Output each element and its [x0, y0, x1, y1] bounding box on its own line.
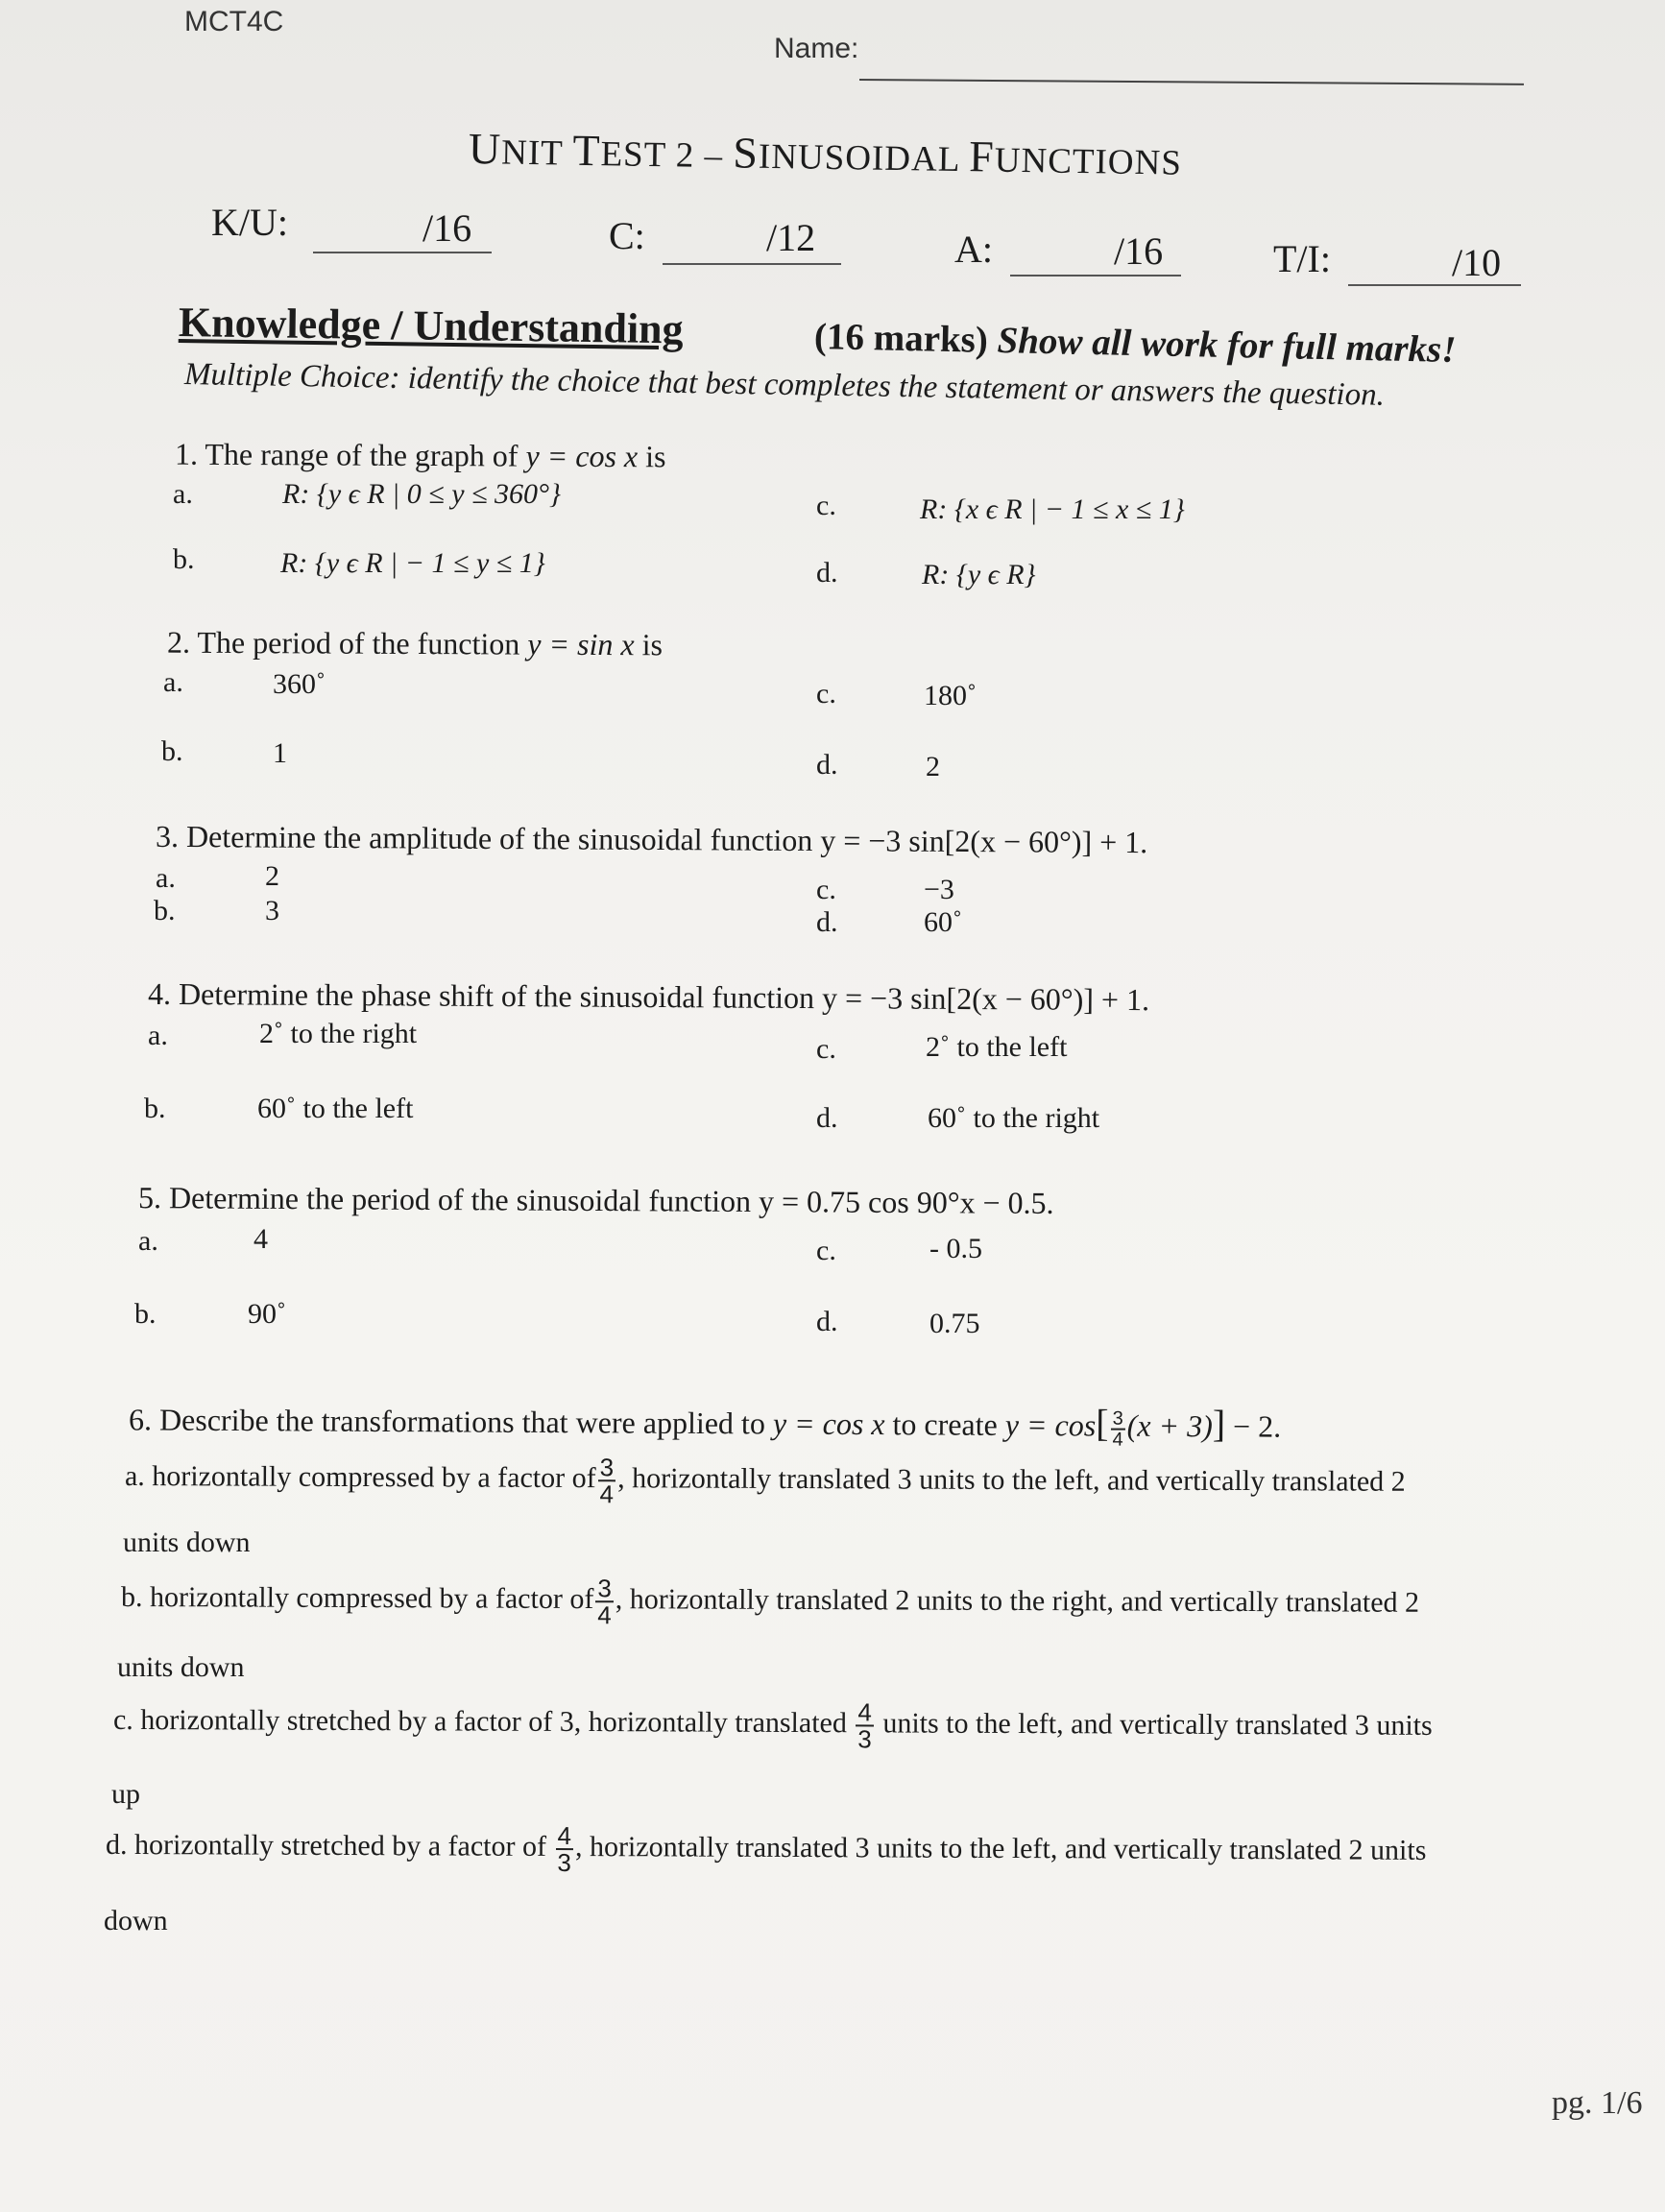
q1-option-a-text: R: {y ϵ R | 0 ≤ y ≤ 360°}: [282, 478, 562, 510]
q6-option-a: a. horizontally compressed by a factor of $\frac{3}{4}$ , horizontally translated 3 units to the left, and vertically translated 2: [124, 1453, 1406, 1509]
q1-option-a-letter: a.: [173, 478, 193, 510]
question-2-stem: 2. The period of the function y = sin x is: [166, 624, 664, 662]
score-ti-max: /10: [1452, 241, 1502, 284]
q5-option-c-letter: c.: [816, 1235, 836, 1266]
q1-option-c-letter: c.: [816, 490, 836, 521]
question-6-stem: 6. Describe the transformations that were applied to y = cos x to create y = cos[ $\frac{3}{4}$ (x + 3)] − 2.: [128, 1401, 1282, 1451]
q5-option-d-letter: d.: [816, 1306, 838, 1337]
q2-option-c-letter: c.: [816, 678, 836, 709]
q1-option-d-letter: d.: [816, 557, 838, 589]
q6-option-b-wrap: units down: [117, 1651, 245, 1683]
q6-option-c: c. horizontally stretched by a factor of 3, horizontally translated $\frac{4}{3}$ units to the left, and vertically translated 3 units: [112, 1697, 1433, 1754]
course-code: MCT4C: [184, 6, 284, 37]
q3-option-a-letter: a.: [156, 862, 176, 894]
q6-option-a-wrap: units down: [123, 1527, 251, 1558]
q2-option-d-letter: d.: [816, 749, 838, 781]
q3-option-c-text: −3: [924, 874, 954, 905]
question-1-stem: 1. The range of the graph of y = cos x is: [174, 436, 666, 474]
q1-option-d-text: R: {y ϵ R}: [922, 559, 1036, 590]
q5-option-a-text: 4: [253, 1223, 268, 1255]
score-a-line[interactable]: [1010, 275, 1181, 276]
score-c-max: /12: [766, 216, 816, 259]
score-c-line[interactable]: [663, 263, 841, 265]
q4-option-c-letter: c.: [816, 1033, 836, 1065]
q4-option-d-letter: d.: [816, 1102, 838, 1134]
score-ti-label: T/I:: [1273, 237, 1331, 280]
q6-option-d-wrap: down: [104, 1905, 168, 1936]
q5-option-b-text: 90˚: [248, 1298, 286, 1330]
question-3-stem: 3. Determine the amplitude of the sinusoidal function y = −3 sin[2(x − 60°)] + 1.: [155, 818, 1148, 860]
score-a-label: A:: [954, 228, 993, 271]
question-5-stem: 5. Determine the period of the sinusoidal function y = 0.75 cos 90°x − 0.5.: [137, 1180, 1054, 1220]
name-field-line[interactable]: [859, 79, 1524, 85]
q6-option-c-wrap: up: [111, 1778, 140, 1810]
page-number: pg. 1/6: [1552, 2085, 1643, 2121]
q3-option-a-text: 2: [265, 860, 279, 892]
question-4-stem: 4. Determine the phase shift of the sinusoidal function y = −3 sin[2(x − 60°)] + 1.: [147, 975, 1150, 1018]
q5-option-b-letter: b.: [134, 1298, 157, 1330]
q5-option-a-letter: a.: [138, 1225, 158, 1257]
q4-option-b-letter: b.: [144, 1093, 166, 1124]
page-title: UNIT TEST 2 – SINUSOIDAL FUNCTIONS: [468, 124, 1183, 183]
q5-option-d-text: 0.75: [929, 1308, 980, 1339]
q2-option-b-text: 1: [273, 737, 287, 769]
q4-option-a-text: 2˚ to the right: [259, 1018, 418, 1049]
score-a-max: /16: [1114, 229, 1164, 273]
score-ku-line[interactable]: [313, 252, 492, 253]
q2-option-a-text: 360˚: [273, 668, 326, 700]
section-marks: (16 marks) Show all work for full marks!: [813, 316, 1457, 371]
q2-option-b-letter: b.: [161, 735, 183, 767]
q1-option-b-text: R: {y ϵ R | − 1 ≤ y ≤ 1}: [280, 547, 545, 579]
q5-option-c-text: - 0.5: [929, 1233, 982, 1264]
score-c-label: C:: [609, 214, 645, 257]
q2-option-c-text: 180˚: [924, 680, 977, 711]
q6-option-b: b. horizontally compressed by a factor of $\frac{3}{4}$ , horizontally translated 2 units to the right, and vertically translated 2: [120, 1574, 1420, 1630]
q4-option-b-text: 60˚ to the left: [257, 1093, 414, 1124]
q2-option-a-letter: a.: [163, 666, 183, 698]
q3-option-d-text: 60˚: [924, 906, 962, 938]
q3-option-c-letter: c.: [816, 874, 836, 905]
q1-option-c-text: R: {x ϵ R | − 1 ≤ x ≤ 1}: [920, 493, 1185, 525]
q3-option-d-letter: d.: [816, 906, 838, 938]
q3-option-b-letter: b.: [154, 895, 176, 926]
q4-option-c-text: 2˚ to the left: [926, 1031, 1068, 1063]
section-instructions: Multiple Choice: identify the choice that best completes the statement or answers the question.: [183, 357, 1386, 413]
q4-option-d-text: 60˚ to the right: [928, 1102, 1100, 1134]
section-heading: Knowledge / Understanding: [178, 299, 684, 353]
score-ku-max: /16: [422, 206, 472, 250]
q2-option-d-text: 2: [926, 751, 940, 782]
score-ku-label: K/U:: [211, 201, 288, 244]
q4-option-a-letter: a.: [148, 1020, 168, 1051]
name-label: Name:: [774, 33, 859, 64]
q3-option-b-text: 3: [265, 895, 279, 926]
q1-option-b-letter: b.: [173, 543, 195, 575]
q6-option-d: d. horizontally stretched by a factor of $\frac{4}{3}$ , horizontally translated 3 units to the left, and vertically translated 2 units: [105, 1821, 1427, 1878]
